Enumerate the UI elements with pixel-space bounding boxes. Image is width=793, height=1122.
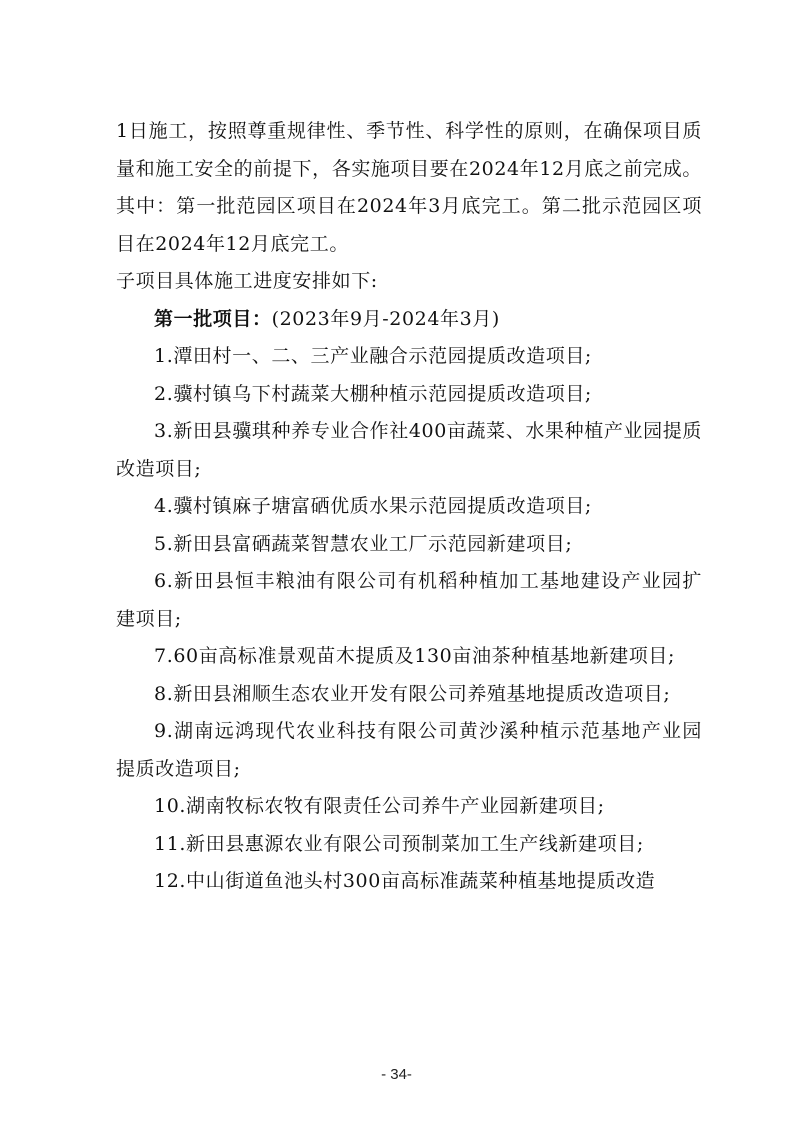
paragraph-schedule-lead: 子项目具体施工进度安排如下: [116, 270, 378, 292]
list-item: 1.潭田村一、二、三产业融合示范园提质改造项目; [154, 345, 592, 367]
batch-period: (2023年9月-2024年3月) [271, 307, 500, 330]
page-number: - 34- [381, 1066, 412, 1083]
paragraph-schedule-intro: 1日施工，按照尊重规律性、季节性、科学性的原则，在确保项目质量和施工安全的前提下，各实施项目要在2024年12月底之前完成。其中：第一批范园区项目在2024年3月底完工。第二批示范园区项目在2024年12月底完工。 [116, 120, 702, 255]
list-item: 10.湖南牧标农牧有限责任公司养牛产业园新建项目; [154, 795, 605, 817]
list-item: 7.60亩高标准景观苗木提质及130亩油茶种植基地新建项目; [154, 645, 675, 667]
list-item: 12.中山街道鱼池头村300亩高标准蔬菜种植基地提质改造 [154, 870, 656, 892]
list-item: 9.湖南远鸿现代农业科技有限公司黄沙溪种植示范基地产业园提质改造项目; [116, 720, 702, 780]
list-item: 2.骥村镇乌下村蔬菜大棚种植示范园提质改造项目; [154, 382, 592, 405]
list-item: 8.新田县湘顺生态农业开发有限公司养殖基地提质改造项目; [154, 682, 671, 705]
list-item: 3.新田县骥琪种养专业合作社400亩蔬菜、水果种植产业园提质改造项目; [116, 420, 702, 480]
document-body [116, 113, 702, 901]
batch-title: 第一批项目： [154, 307, 272, 330]
list-item: 5.新田县富硒蔬菜智慧农业工厂示范园新建项目; [154, 532, 573, 555]
list-item: 4.骥村镇麻子塘富硒优质水果示范园提质改造项目; [154, 495, 592, 517]
list-item: 6.新田县恒丰粮油有限公司有机稻种植加工基地建设产业园扩建项目; [116, 570, 702, 630]
list-item: 11.新田县惠源农业有限公司预制菜加工生产线新建项目; [154, 832, 644, 855]
batch-heading [116, 301, 702, 339]
